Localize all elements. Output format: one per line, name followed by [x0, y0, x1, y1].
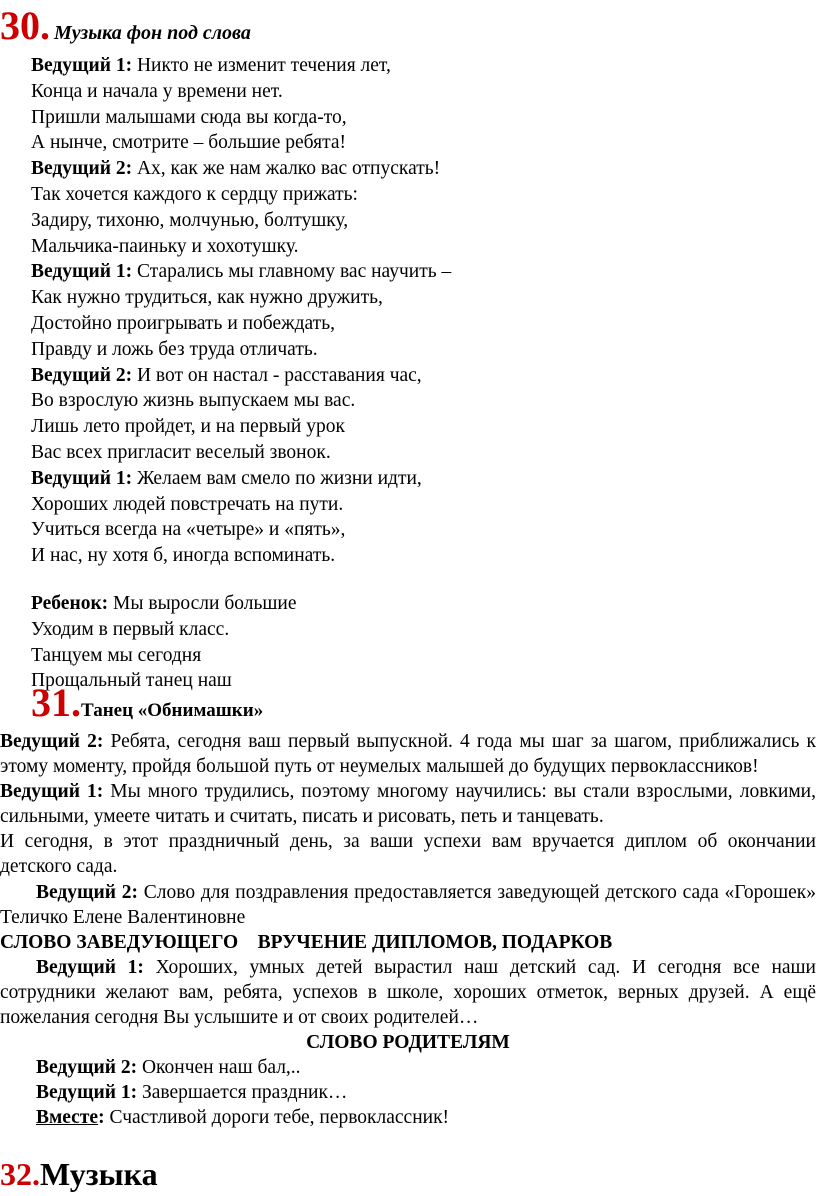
paragraph-text: Слово для поздравления предоставляется заведующей детского сада «Горошек» Теличко Елене Валентиновне	[0, 881, 816, 928]
line-text: Достойно проигрывать и побеждать,	[31, 312, 335, 334]
speaker-label: Вместе	[36, 1107, 99, 1129]
paragraph-text: Ребята, сегодня ваш первый выпускной. 4 года мы шаг за шагом, приближались к этому моменту, пройдя большой путь от неумелых малышей до будущих первоклассников!	[0, 731, 816, 778]
line-text: Задиру, тихоню, молчунью, болтушку,	[31, 209, 349, 231]
paragraph-text: Завершается праздник…	[137, 1082, 348, 1104]
paragraph-1	[0, 729, 816, 779]
poem-line	[31, 414, 451, 440]
paragraph-7	[0, 1080, 816, 1105]
paragraph-2	[0, 779, 816, 829]
speaker-label: Ведущий 2:	[31, 158, 133, 180]
line-text: Старались мы главному вас научить –	[132, 261, 452, 283]
speaker-label: Ведущий 1:	[36, 956, 144, 978]
poem-line	[31, 337, 451, 363]
center-line: СЛОВО РОДИТЕЛЯМ	[306, 1032, 510, 1054]
speaker-label: Ведущий 1:	[31, 55, 133, 76]
line-text: Учиться всегда на «четыре» и «пять»,	[31, 519, 346, 541]
speaker-label: Ребенок:	[31, 592, 109, 614]
line-text: Во взрослую жизнь выпускаем мы вас.	[31, 390, 356, 412]
paragraph-6	[0, 1055, 816, 1080]
poem-line	[31, 79, 451, 105]
line-text: Мы выросли большие	[108, 592, 297, 614]
line-text: Никто не изменит течения лет,	[132, 55, 391, 76]
stanza-gap	[31, 569, 451, 591]
speaker-label: Ведущий 2:	[31, 364, 133, 386]
poem-line	[31, 591, 451, 617]
line-text: Пришли малышами сюда вы когда-то,	[31, 106, 347, 128]
line-text: Танцуем мы сегодня	[31, 644, 202, 666]
paragraph-text: Окончен наш бал,..	[137, 1057, 301, 1079]
poem-line	[31, 130, 451, 156]
line-text: Правду и ложь без труда отличать.	[31, 338, 318, 360]
line-text: А нынче, смотрите – большие ребята!	[31, 132, 346, 154]
speaker-label: Ведущий 1:	[36, 1082, 138, 1104]
poem-line	[31, 617, 451, 643]
section-30-number: 30.	[0, 3, 50, 48]
speaker-label: Ведущий 2:	[0, 731, 104, 752]
caps-line: СЛОВО ЗАВЕДУЮЩЕГО ВРУЧЕНИЕ ДИПЛОМОВ, ПОДАРКОВ	[0, 931, 613, 953]
line-text: Лишь лето пройдет, и на первый урок	[31, 416, 345, 438]
line-text: Мальчика-паиньку и хохотушку.	[31, 235, 299, 257]
speaker-label: Ведущий 2:	[36, 881, 138, 903]
poem-line	[31, 285, 451, 311]
speaker-label: Ведущий 1:	[31, 467, 133, 489]
paragraph-8	[0, 1105, 816, 1130]
poem-line	[31, 543, 451, 569]
section-30-title: Музыка фон под слова	[54, 22, 251, 44]
line-text: Конца и начала у времени нет.	[31, 80, 283, 102]
poem-line	[31, 208, 451, 234]
poem-line	[31, 517, 451, 543]
line-text: И вот он настал - расставания час,	[132, 364, 422, 386]
prose-block	[0, 729, 816, 1131]
line-text: Хороших людей повстречать на пути.	[31, 493, 344, 515]
paragraph-text: Счастливой дороги тебе, первоклассник!	[104, 1107, 450, 1129]
line-text: Так хочется каждого к сердцу прижать:	[31, 183, 358, 205]
line-text: Прощальный танец наш	[31, 670, 232, 692]
paragraph-5	[0, 955, 816, 1030]
line-text: Вас всех пригласит веселый звонок.	[31, 441, 331, 463]
paragraph-4	[0, 880, 816, 930]
poem-line	[31, 440, 451, 466]
poem-line	[31, 53, 451, 79]
poem-line	[31, 259, 451, 285]
section-32-heading	[0, 1158, 158, 1190]
poem-line	[31, 156, 451, 182]
speaker-label: Ведущий 1:	[0, 781, 104, 803]
poem-block	[31, 53, 451, 694]
speaker-label: Ведущий 2:	[36, 1057, 138, 1079]
poem-line	[31, 182, 451, 208]
paragraph-3: И сегодня, в этот праздничный день, за ваши успехи вам вручается диплом об окончании детского сада.	[0, 831, 816, 878]
poem-line	[31, 234, 451, 260]
poem-line	[31, 311, 451, 337]
line-text: Как нужно трудиться, как нужно дружить,	[31, 287, 383, 309]
speaker-label: Ведущий 1:	[31, 261, 133, 283]
speaker-colon: :	[98, 1107, 105, 1129]
section-31-number: 31.	[31, 680, 81, 725]
line-text: И нас, ну хотя б, иногда вспоминать.	[31, 545, 336, 567]
poem-line	[31, 363, 451, 389]
line-text: Ах, как же нам жалко вас отпускать!	[132, 158, 441, 180]
line-text: Уходим в первый класс.	[31, 618, 230, 640]
section-32-number: 32.	[0, 1156, 40, 1192]
poem-line	[31, 492, 451, 518]
paragraph-text: Мы много трудились, поэтому многому научились: вы стали взрослыми, ловкими, сильными, умеете читать и считать, писать и рисовать, петь и танцевать.	[0, 781, 816, 828]
poem-line	[31, 643, 451, 669]
poem-line	[31, 388, 451, 414]
section-31-title: Танец «Обнимашки»	[81, 700, 264, 721]
section-32-title: Музыка	[40, 1156, 158, 1192]
poem-line	[31, 105, 451, 131]
paragraph-text: Хороших, умных детей вырастил наш детский сад. И сегодня все наши сотрудники желают вам, ребята, успехов в школе, хороших отметок, верных друзей. А ещё пожелания сегодня Вы услышите и от своих родителей…	[0, 956, 816, 1029]
section-30-heading	[0, 3, 251, 48]
poem-line	[31, 466, 451, 492]
line-text: Желаем вам смело по жизни идти,	[132, 467, 422, 489]
